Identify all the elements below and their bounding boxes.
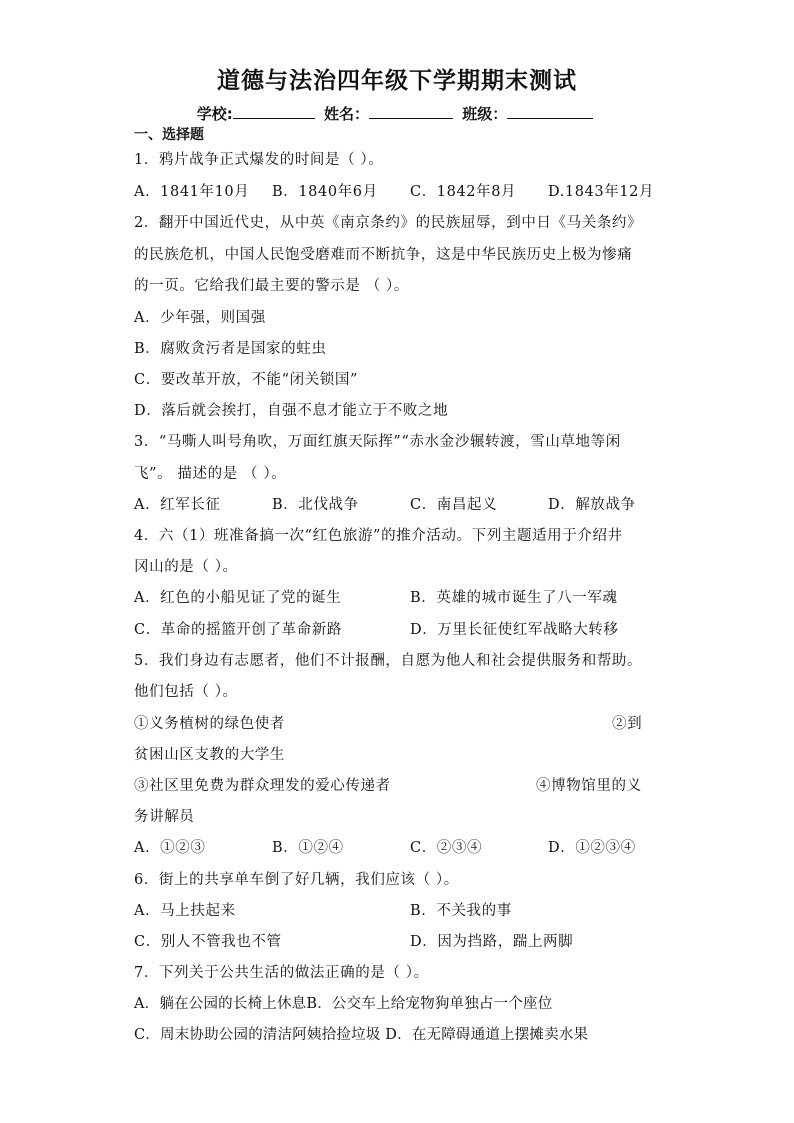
q4-option-d: D．万里长征使红军战略大转移 (410, 622, 619, 638)
q5-item-3: ③社区里免费为群众理发的爱心传递者 (134, 778, 391, 794)
q5-option-d: D．①②③④ (548, 840, 636, 856)
q1-option-b: B．1840年6月 (272, 184, 378, 200)
q3-option-c: C．南昌起义 (410, 497, 498, 513)
q4-option-b: B．英雄的城市诞生了八一军魂 (410, 590, 618, 606)
q3-stem-line2: 飞”。 描述的是 （ ）。 (134, 466, 287, 482)
q1-option-c: C．1842年8月 (410, 184, 517, 200)
q5-option-a: A．①②③ (134, 840, 206, 856)
q6-option-a: A．马上扶起来 (134, 903, 236, 919)
class-label: 班级： (462, 105, 508, 123)
q6-option-d: D．因为挡路，踹上两脚 (410, 934, 574, 950)
q3-option-b: B．北伐战争 (272, 497, 359, 513)
q6-option-b: B．不关我的事 (410, 903, 512, 919)
q5-item-4-start: ④博物馆里的义 (536, 778, 642, 794)
school-label: 学校: (196, 105, 233, 123)
q5-option-c: C．②③④ (410, 840, 483, 856)
q5-option-b: B．①②④ (272, 840, 344, 856)
q7-options-ab: A．躺在公园的长椅上休息B．公交车上给宠物狗单独占一个座位 (134, 996, 553, 1012)
q3-option-a: A．红军长征 (134, 497, 221, 513)
q7-stem: 7．下列关于公共生活的做法正确的是（ ）。 (134, 965, 429, 981)
q6-option-c: C．别人不管我也不管 (134, 934, 282, 950)
student-info-row (0, 102, 794, 124)
q1-option-a: A．1841年10月 (134, 184, 250, 200)
name-label: 姓名： (323, 105, 369, 123)
q2-option-b: B．腐败贪污者是国家的蛀虫 (134, 341, 327, 357)
q5-item-4-cont: 务讲解员 (134, 809, 195, 825)
q3-stem-line1: 3．“马嘶人叫号角吹，万面红旗天际挥”“赤水金沙辗转渡，雪山草地等闲 (134, 434, 621, 450)
q3-option-d: D．解放战争 (548, 497, 636, 513)
q1-option-d: D.1843年12月 (548, 184, 655, 200)
q5-item-2-start: ②到 (612, 716, 643, 732)
q2-option-a: A．少年强，则国强 (134, 310, 266, 326)
page-title: 道德与法治四年级下学期期末测试 (217, 68, 577, 94)
q7-options-cd: C．周末协助公园的清洁阿姨拾捡垃圾 D．在无障碍通道上摆摊卖水果 (134, 1027, 589, 1043)
q2-stem-line2: 的民族危机，中国人民饱受磨难而不断抗争，这是中华民族历史上极为惨痛 (134, 247, 633, 263)
q4-option-a: A．红色的小船见证了党的诞生 (134, 590, 342, 606)
q4-stem-line1: 4．六（1）班准备搞一次“红色旅游”的推介活动。下列主题适用于介绍井 (134, 528, 623, 544)
q2-stem-line1: 2．翻开中国近代史，从中英《南京条约》的民族屈辱，到中日《马关条约》 (134, 215, 643, 231)
q5-stem-line1: 5．我们身边有志愿者，他们不计报酬，自愿为他人和社会提供服务和帮助。 (134, 653, 643, 669)
q5-stem-line2: 他们包括（ ）。 (134, 684, 238, 700)
name-blank (369, 102, 453, 119)
q5-item-1: ①义务植树的绿色使者 (134, 716, 285, 732)
section-heading: 一、选择题 (134, 127, 204, 143)
q2-stem-line3: 的一页。它给我们最主要的警示是 （ ）。 (134, 278, 409, 294)
q4-stem-line2: 冈山的是（ ）。 (134, 559, 238, 575)
q2-option-c: C．要改革开放，不能“闭关锁国” (134, 372, 359, 388)
q1-stem: 1．鸦片战争正式爆发的时间是（ ）。 (134, 152, 384, 168)
q5-item-2-cont: 贫困山区支教的大学生 (134, 747, 285, 763)
class-blank (507, 102, 593, 119)
q2-option-d: D．落后就会挨打，自强不息才能立于不败之地 (134, 403, 449, 419)
q6-stem: 6．街上的共享单车倒了好几辆，我们应该（ ）。 (134, 872, 459, 888)
q4-option-c: C．革命的摇篮开创了革命新路 (134, 622, 342, 638)
school-blank (233, 102, 315, 119)
